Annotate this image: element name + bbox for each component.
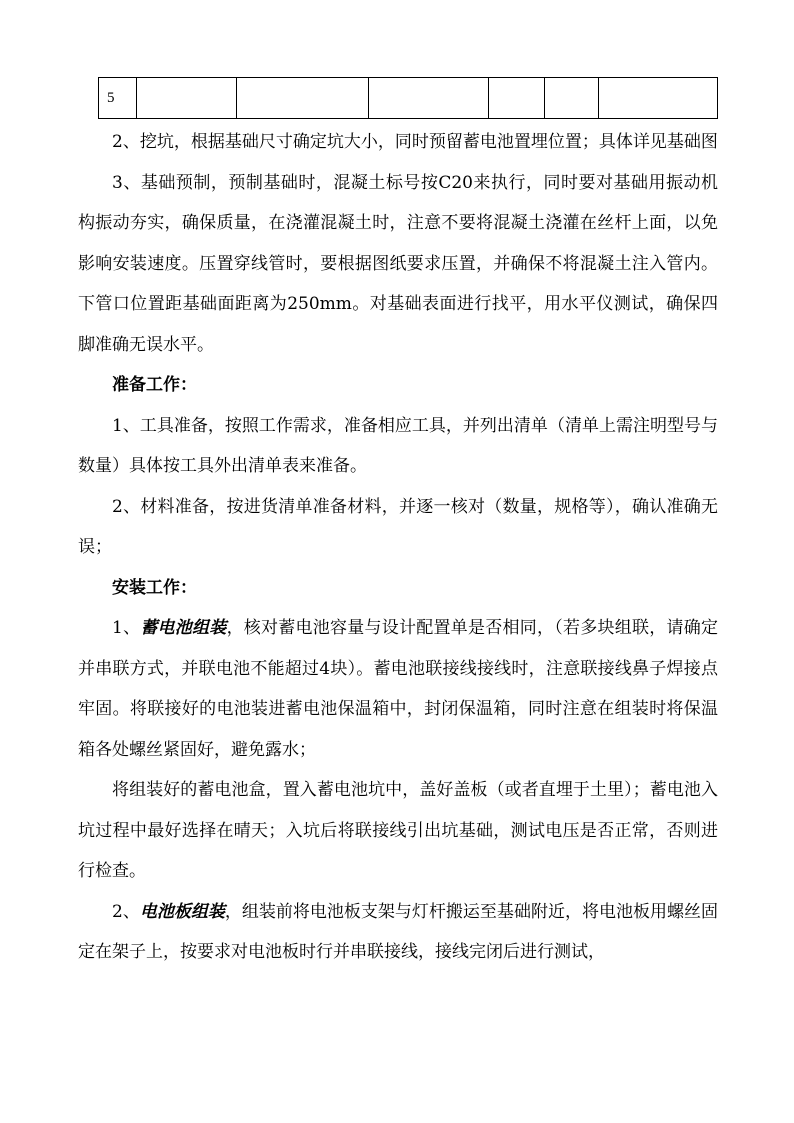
table-cell — [369, 78, 489, 119]
table-row — [99, 78, 718, 119]
paragraph-materials: 2、材料准备，按进货清单准备材料，并逐一核对（数量，规格等），确认准确无误； — [78, 496, 718, 557]
paragraph-panel-assembly — [78, 892, 718, 973]
paragraph-tools: 1、工具准备，按照工作需求，准备相应工具，并列出清单（清单上需注明型号与数量）具体按工具外出清单表来准备。 — [78, 415, 718, 476]
table-cell — [237, 78, 369, 119]
paragraph-foundation: 3、基础预制，预制基础时，混凝土标号按C20来执行，同时要对基础用振动机构振动夯实，确保质量，在浇灌混凝土时，注意不要将混凝土浇灌在丝杆上面，以免影响安装速度。压置穿线管时，要根据图纸要求压置，并确保不将混凝土注入管内。下管口位置距基础面距离为250mm。对基础表面进行找平，用水平仪测试，确保四脚准确无误水平。 — [78, 172, 718, 355]
item-number: 1、 — [112, 618, 141, 638]
item-title: 电池板组装 — [139, 901, 225, 922]
body-text — [78, 122, 718, 973]
item-number: 2、 — [112, 901, 140, 922]
table-cell — [137, 78, 237, 119]
data-table — [98, 77, 718, 119]
heading-installation: 安装工作： — [112, 577, 197, 598]
item-title: 蓄电池组装 — [140, 618, 227, 638]
paragraph-battery-pit: 将组装好的蓄电池盒，置入蓄电池坑中，盖好盖板（或者直埋于土里）；蓄电池入坑过程中最好选择在晴天；入坑后将联接线引出坑基础，测试电压是否正常，否则进行检查。 — [78, 780, 718, 881]
item-body: ，核对蓄电池容量与设计配置单是否相同，（若多块组联，请确定并串联方式，并联电池不能超过4块）。蓄电池联接线接线时，注意联接线鼻子焊接点牢固。将联接好的电池装进蓄电池保温箱中，封闭保温箱，同时注意在组装时将保温箱各处螺丝紧固好，避免露水； — [78, 618, 718, 760]
paragraph-excavation: 2、挖坑，根据基础尺寸确定坑大小，同时预留蓄电池置埋位置；具体详见基础图 — [112, 132, 718, 152]
table-cell: 5 — [99, 78, 137, 119]
heading-preparation: 准备工作： — [112, 375, 197, 395]
table-cell — [545, 78, 599, 119]
paragraph-battery-assembly — [78, 608, 718, 770]
table-cell — [489, 78, 545, 119]
table-cell — [599, 78, 718, 119]
item-body: ，组装前将电池板支架与灯杆搬运至基础附近，将电池板用螺丝固定在架子上，按要求对电池板时行并串联接线，接线完闭后进行测试， — [78, 901, 718, 962]
